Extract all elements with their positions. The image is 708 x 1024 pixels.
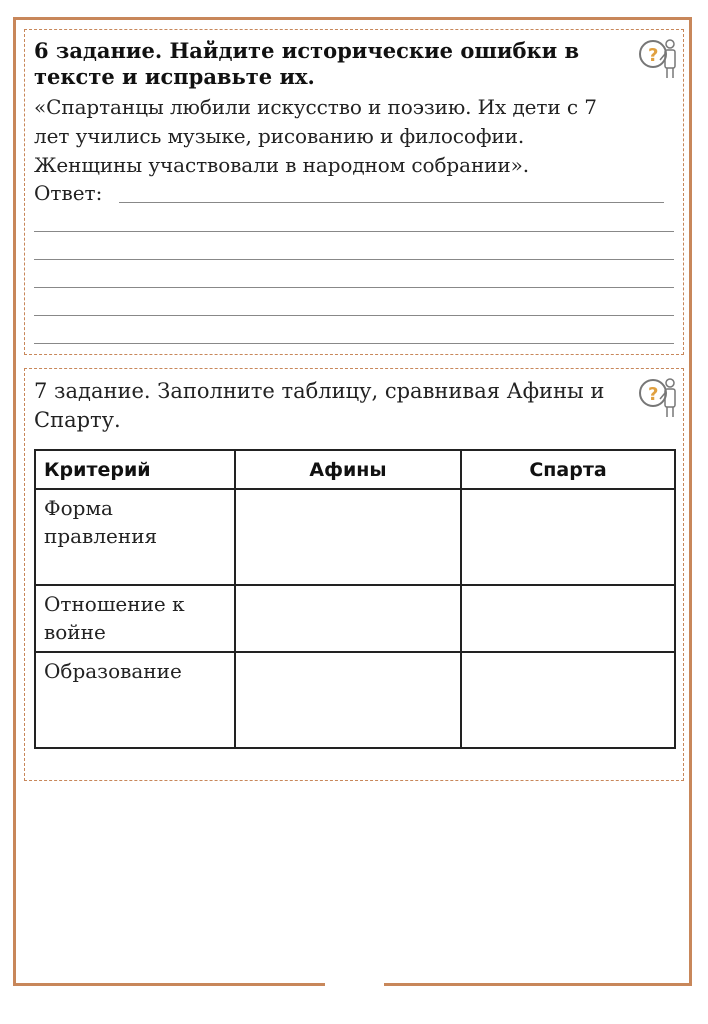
criterion-text: Образование (44, 659, 182, 683)
answer-line-1[interactable] (119, 202, 664, 203)
table-row (35, 489, 675, 585)
sparta-cell[interactable] (461, 652, 675, 748)
task6-text-line1: «Спартанцы любили искусство и поэзию. Их дети с 7 (34, 95, 597, 119)
answer-label: Ответ: (34, 181, 103, 205)
header-criterion: Критерий (35, 450, 235, 489)
page-frame-bottom-left (13, 983, 325, 986)
criterion-text: войне (44, 620, 106, 644)
task6-text-line3: Женщины участвовали в народном собрании». (34, 153, 530, 177)
page-frame-bottom-right (384, 983, 692, 986)
task6-text-line2: лет учились музыке, рисованию и философии. (34, 124, 525, 148)
header-sparta: Спарта (461, 450, 675, 489)
answer-line-4[interactable] (34, 287, 674, 288)
table-row (35, 585, 675, 652)
task6-text (34, 93, 684, 180)
criterion-cell (35, 585, 235, 652)
svg-text:?: ? (648, 384, 659, 405)
comparison-table (34, 449, 676, 749)
answer-row (34, 181, 102, 205)
criterion-text: Форма (44, 496, 113, 520)
task7-title-line2: Спарту. (34, 408, 121, 432)
svg-text:?: ? (648, 45, 659, 66)
thinking-person-question-icon (636, 34, 682, 80)
table-header-row (35, 450, 675, 489)
task7-title (34, 377, 674, 435)
task6-title (34, 38, 634, 90)
answer-line-2[interactable] (34, 231, 674, 232)
criterion-cell (35, 489, 235, 585)
task7-title-line1: 7 задание. Заполните таблицу, сравнивая Афины и (34, 379, 605, 403)
criterion-cell (35, 652, 235, 748)
header-athens: Афины (235, 450, 461, 489)
answer-line-6[interactable] (34, 343, 674, 344)
criterion-text: правления (44, 524, 158, 548)
thinking-person-question-icon (636, 373, 682, 419)
table-row (35, 652, 675, 748)
answer-line-3[interactable] (34, 259, 674, 260)
sparta-cell[interactable] (461, 489, 675, 585)
athens-cell[interactable] (235, 489, 461, 585)
criterion-text: Отношение к (44, 592, 185, 616)
task6-title-line1: 6 задание. Найдите исторические ошибки в (34, 38, 580, 63)
athens-cell[interactable] (235, 585, 461, 652)
answer-line-5[interactable] (34, 315, 674, 316)
task6-title-line2: тексте и исправьте их. (34, 64, 315, 89)
athens-cell[interactable] (235, 652, 461, 748)
sparta-cell[interactable] (461, 585, 675, 652)
